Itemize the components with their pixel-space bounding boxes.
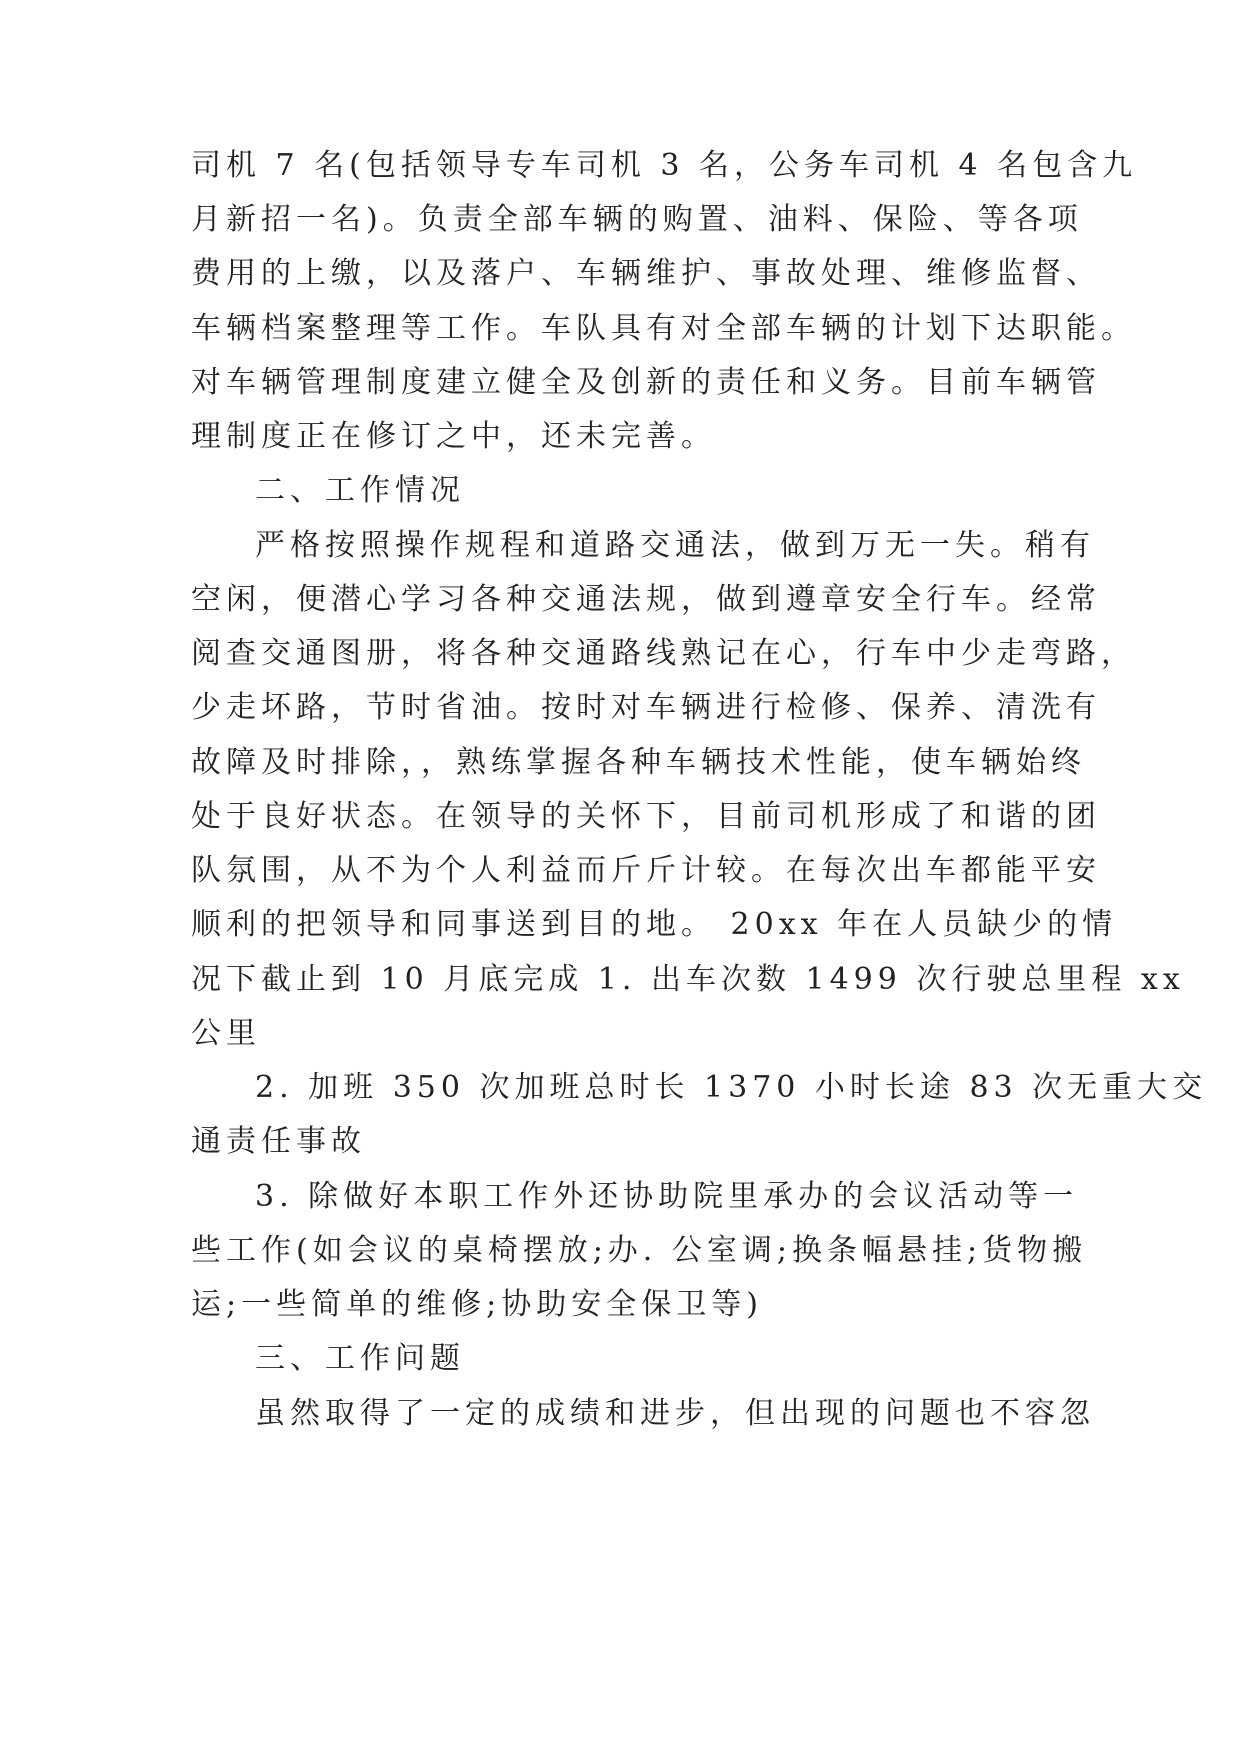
- text-line: 况下截止到 10 月底完成 1. 出车次数 1499 次行驶总里程 xx: [191, 962, 1185, 997]
- text-line: 司机 7 名(包括领导专车司机 3 名，公务车司机 4 名包含九: [191, 148, 1138, 183]
- text-line: 空闲，便潜心学习各种交通法规，做到遵章安全行车。经常: [191, 582, 1101, 617]
- text-line: 月新招一名)。负责全部车辆的购置、油料、保险、等各项: [191, 202, 1083, 237]
- section-heading: 三、工作问题: [255, 1341, 465, 1376]
- text-line: 公里: [191, 1016, 261, 1051]
- text-line: 队氛围，从不为个人利益而斤斤计较。在每次出车都能平安: [191, 853, 1101, 888]
- text-line: 处于良好状态。在领导的关怀下，目前司机形成了和谐的团: [191, 799, 1101, 834]
- text-line: 故障及时排除，，熟练掌握各种车辆技术性能，使车辆始终: [191, 745, 1086, 780]
- text-line: 车辆档案整理等工作。车队具有对全部车辆的计划下达职能。: [191, 311, 1136, 346]
- list-item: 2. 加班 350 次加班总时长 1370 小时长途 83 次无重大交: [255, 1070, 1208, 1105]
- text-line: 通责任事故: [191, 1124, 366, 1159]
- section-heading: 二、工作情况: [255, 473, 465, 508]
- text-line: 运;一些简单的维修;协助安全保卫等): [191, 1287, 763, 1322]
- paragraph-start: 严格按照操作规程和道路交通法，做到万无一失。稍有: [255, 528, 1095, 563]
- text-line: 些工作(如会议的桌椅摆放;办. 公室调;换条幅悬挂;货物搬: [191, 1233, 1088, 1268]
- paragraph-start: 虽然取得了一定的成绩和进步，但出现的问题也不容忽: [255, 1396, 1095, 1431]
- list-item: 3. 除做好本职工作外还协助院里承办的会议活动等一: [255, 1179, 1079, 1214]
- text-line: 顺利的把领导和同事送到目的地。 20xx 年在人员缺少的情: [191, 907, 1118, 942]
- text-line: 理制度正在修订之中，还未完善。: [191, 419, 716, 454]
- text-line: 费用的上缴，以及落户、车辆维护、事故处理、维修监督、: [191, 256, 1101, 291]
- text-line: 少走坏路，节时省油。按时对车辆进行检修、保养、清洗有: [191, 690, 1101, 725]
- text-line: 对车辆管理制度建立健全及创新的责任和义务。目前车辆管: [191, 365, 1101, 400]
- text-line: 阅查交通图册，将各种交通路线熟记在心，行车中少走弯路，: [191, 636, 1136, 671]
